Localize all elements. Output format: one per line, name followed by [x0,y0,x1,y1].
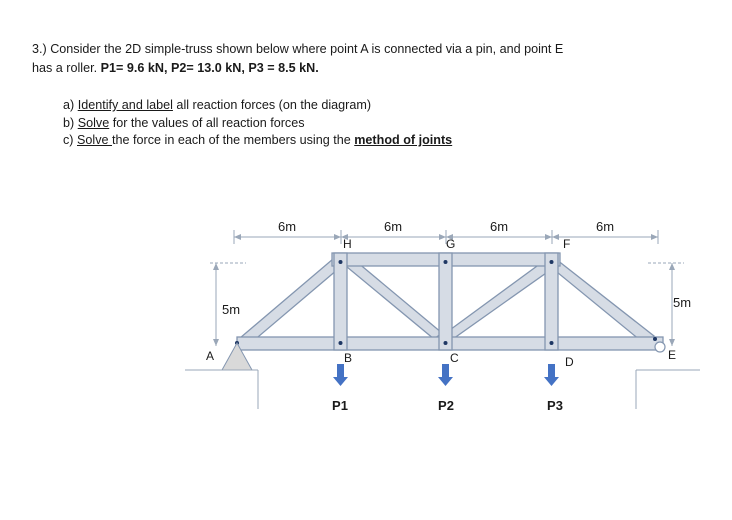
dim-arrow [439,234,446,240]
load-labels [332,398,563,413]
dim-arrow [669,339,675,346]
part-a-label: a) [63,98,78,112]
load-p1-label: P1 [332,398,348,413]
part-c-label: c) [63,133,77,147]
load-arrow-p1-head [333,377,348,386]
problem-line-1: 3.) Consider the 2D simple-truss shown below where point A is connected via a pin, and point E [32,42,564,56]
node-b-label: B [344,351,353,365]
load-p3-label: P3 [547,398,563,413]
joint-f-pin [550,260,554,264]
span-hg-label: 6m [383,219,403,234]
span-fe-label: 6m [595,219,615,234]
node-c-label: C [450,351,459,365]
joint-d-pin [550,341,554,345]
member-fd [545,253,558,350]
load-arrow-p3-shaft [548,364,555,377]
span-ah-label: 6m [277,219,297,234]
node-f-label: F [563,237,571,251]
joint-e-pin [653,337,657,341]
part-b-label: b) [63,115,78,130]
joint-b-pin [339,341,343,345]
joint-h-pin [339,260,343,264]
load-arrow-p3-head [544,377,559,386]
dim-arrow [213,339,219,346]
part-b-text: for the values of all reaction forces [109,115,305,130]
node-a-label: A [206,349,215,363]
span-gf-label: 6m [489,219,509,234]
dim-arrow [213,263,219,270]
part-b-emphasis: Solve [77,115,110,130]
load-arrows [333,364,559,386]
dim-arrow [651,234,658,240]
node-e-label: E [668,348,677,362]
load-p2-label: P2 [438,398,454,413]
problem-line-2-prefix: has a roller. [32,61,101,75]
dim-arrow [334,234,341,240]
load-arrow-p1-shaft [337,364,344,377]
right-height-label: 5m [673,295,692,310]
load-values: P1= 9.6 kN, P2= 13.0 kN, P3 = 8.5 kN. [100,61,319,75]
dim-arrow [669,263,675,270]
load-arrow-p2-shaft [442,364,449,377]
truss-members [237,253,663,350]
node-g-label: G [446,237,456,251]
joint-g-pin [444,260,448,264]
member-gc [439,253,452,350]
dim-arrow [552,234,559,240]
left-height-label: 5m [222,302,241,317]
dim-arrow [234,234,241,240]
part-a-emphasis: Identify and label [77,98,173,112]
part-a-text: all reaction forces (on the diagram) [172,98,372,112]
roller-support-e [655,342,665,352]
node-h-label: H [343,237,352,251]
member-cf [443,258,556,341]
member-fe [552,256,654,345]
dim-arrow [545,234,552,240]
load-arrow-p2-head [438,377,453,386]
member-ah [240,259,344,342]
part-c-emphasis: Solve [77,133,113,147]
member-hb [334,253,347,350]
part-c-method: method of joints [354,133,453,147]
member-hc [341,257,442,339]
joint-c-pin [444,341,448,345]
node-d-label: D [565,355,574,369]
part-c-text: the force in each of the members using the [112,133,355,147]
